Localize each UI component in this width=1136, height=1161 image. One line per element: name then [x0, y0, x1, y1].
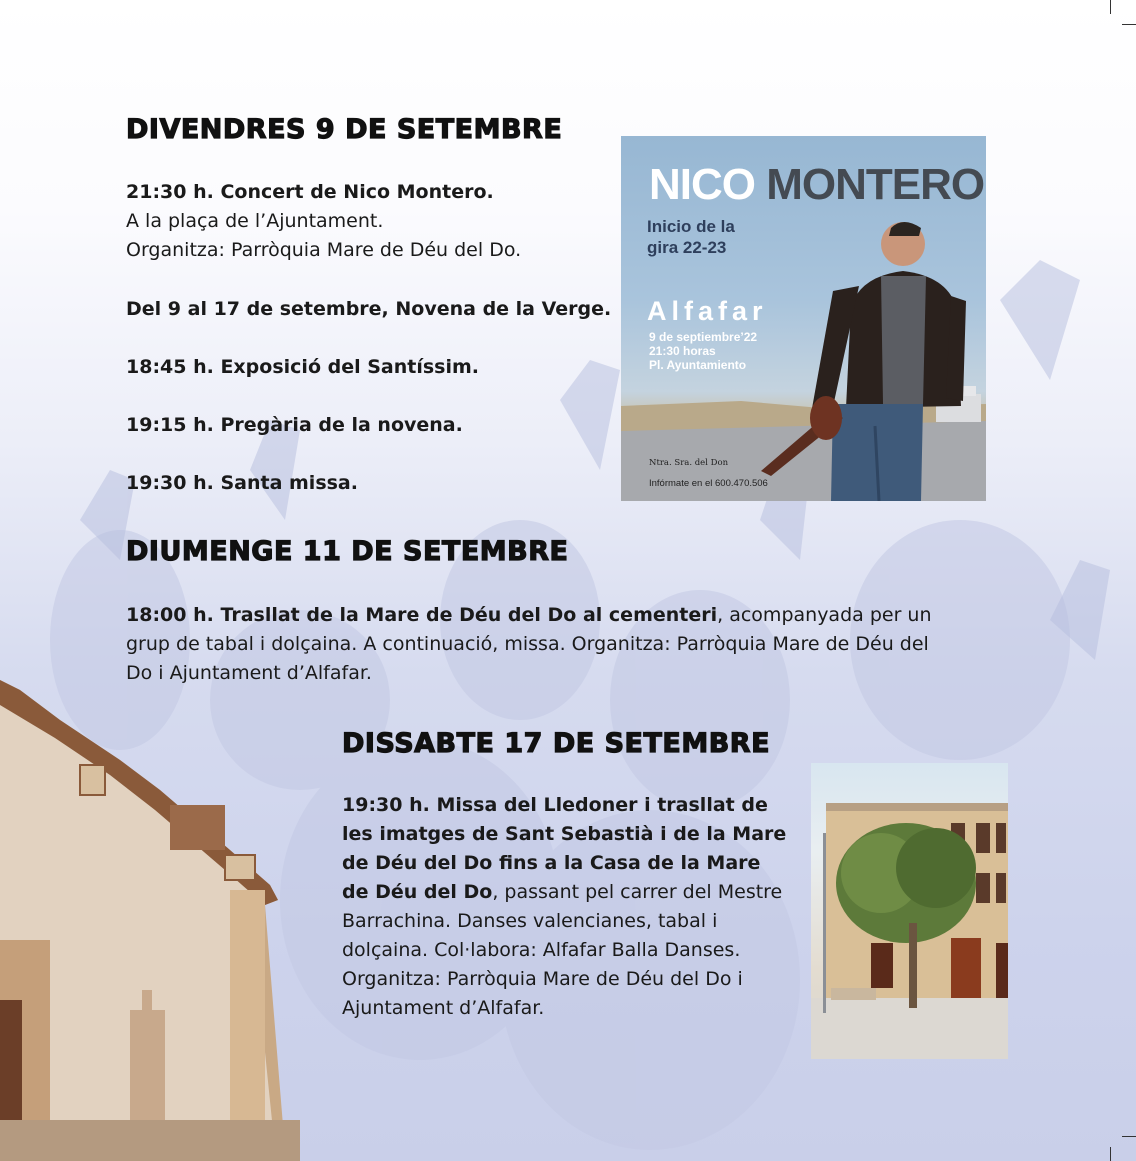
poster-tour: Inicio de la gira 22-23: [647, 217, 735, 257]
poster-place: Pl. Ayuntamiento: [649, 358, 747, 372]
poster-info: Infórmate en el 600.470.506: [649, 478, 768, 489]
event-paragraph: [126, 411, 606, 440]
plaza-scene: [811, 763, 1008, 1059]
concert-poster: [621, 136, 986, 501]
poster-title-second: MONTERO: [766, 160, 985, 209]
poster-title-first: NICO: [649, 160, 755, 209]
event-time-title: Del 9 al 17 de setembre, Novena de la Verge.: [126, 298, 612, 320]
crop-mark: [1110, 0, 1111, 14]
section-heading: DIVENDRES 9 DE SETEMBRE: [126, 114, 563, 145]
crop-mark: [1110, 1147, 1111, 1161]
section-heading: DIUMENGE 11 DE SETEMBRE: [126, 536, 569, 567]
event-paragraph: [126, 601, 941, 688]
section-heading: DISSABTE 17 DE SETEMBRE: [342, 728, 771, 759]
event-organizer: Organitza: Parròquia Mare de Déu del Do.: [126, 239, 522, 261]
event-paragraph: [342, 791, 792, 1023]
poster-details: [649, 330, 757, 372]
plaza-photo: [811, 763, 1008, 1059]
poster-time: 21:30 horas: [649, 344, 716, 358]
poster-city: Alfafar: [647, 296, 768, 326]
event-location: A la plaça de l’Ajuntament.: [126, 210, 384, 232]
poster-date: 9 de septiembre’22: [649, 330, 758, 344]
event-time-title: 19:30 h. Missa del Lledoner i trasllat de les imatges de Sant Sebastià i de la Mare de Déu del Do fins a la Casa de la Mare de Déu del Do: [342, 794, 787, 903]
crop-mark: [1122, 24, 1136, 25]
event-time-title: 21:30 h. Concert de Nico Montero.: [126, 181, 494, 203]
event-description: , acompanyada per un grup de tabal i dolçaina. A continuació, missa. Organitza: Parròquia Mare de Déu del Do i Ajuntament d’Alfafar.: [126, 604, 932, 684]
poster-title: [649, 160, 984, 210]
crop-mark: [1122, 1136, 1136, 1137]
event-time-title: 18:45 h. Exposició del Santíssim.: [126, 356, 479, 378]
event-paragraph: [126, 178, 606, 265]
event-paragraph: [126, 469, 606, 498]
event-time-title: 19:30 h. Santa missa.: [126, 472, 358, 494]
event-paragraph: [126, 295, 626, 324]
event-description: , passant pel carrer del Mestre Barrachina. Danses valencianes, tabal i dolçaina. Col·labora: Alfafar Balla Danses. Organitza: Parròquia Mare de Déu del Do i Ajuntament d’Alfafar.: [342, 881, 783, 1019]
event-time-title: 18:00 h. Trasllat de la Mare de Déu del Do al cementeri: [126, 604, 718, 626]
event-paragraph: [126, 353, 606, 382]
church-illustration: [0, 680, 300, 1161]
parish-logo: Ntra. Sra. del Don: [649, 458, 729, 468]
event-time-title: 19:15 h. Pregària de la novena.: [126, 414, 463, 436]
